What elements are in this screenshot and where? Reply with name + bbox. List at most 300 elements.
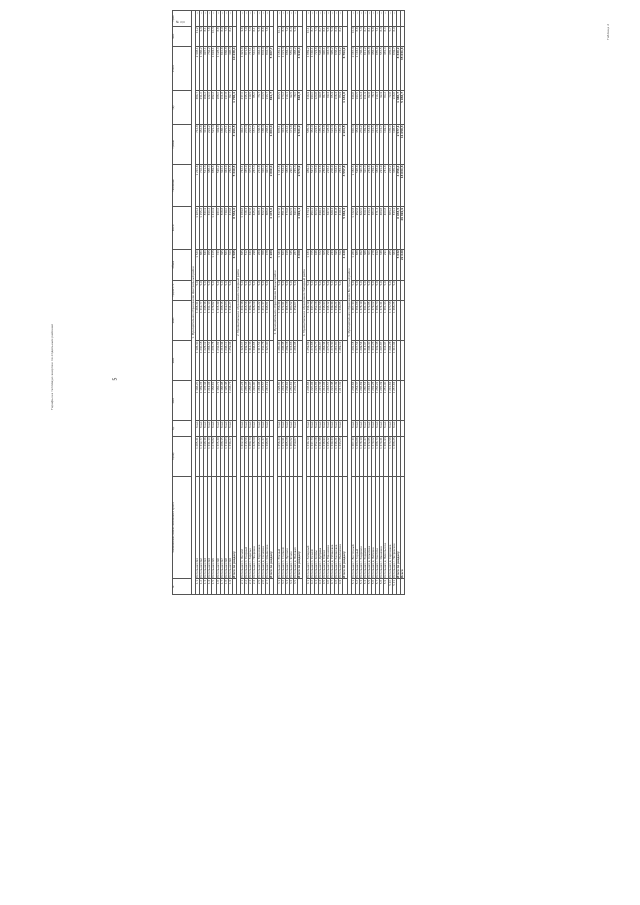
column-header: Прирост, % (173, 280, 192, 300)
table-cell: Гкал (212, 421, 216, 437)
table-cell: 5,9 (241, 280, 245, 300)
table-cell: 639,7 (392, 46, 396, 91)
table-cell: Гкал (306, 421, 310, 437)
table-cell: 1 370,58 (388, 300, 392, 340)
table-cell: 4 910,4 (298, 46, 302, 91)
table-cell: 3 557,8 (343, 164, 347, 206)
table-cell: — (363, 11, 367, 27)
table-cell: 1 313,97 (363, 340, 367, 380)
table-cell: 1 317,51 (257, 340, 261, 380)
table-cell: 5,9 (372, 280, 376, 300)
table-cell: — (228, 11, 232, 27)
table-cell: 82,7 (228, 91, 232, 124)
table-cell: 5,9 (228, 280, 232, 300)
table-cell: 206,9 (331, 164, 335, 206)
table-cell: 6,2 (339, 26, 343, 46)
table-cell: 262,5 (228, 164, 232, 206)
table-cell: 11,2 (196, 26, 200, 46)
table-cell: Котельная д. Сосновка (261, 476, 265, 579)
table-cell: 222,2 (208, 124, 212, 164)
table-cell: Котельная д. Ольховка (368, 476, 372, 579)
table-cell: 1 195,48 (224, 381, 228, 421)
table-cell: 290 (384, 249, 388, 280)
table-cell: Котельная д. Полевая (294, 476, 298, 579)
table-cell: 1 222,48 (331, 381, 335, 421)
table-cell: 1 359,67 (294, 300, 298, 340)
table-cell: 171,8 (290, 124, 294, 164)
table-cell: 1 312,33 (249, 340, 253, 380)
table-cell: 185,5 (318, 124, 322, 164)
table-cell: — (368, 11, 372, 27)
table-cell: 1 574,3 (306, 207, 310, 249)
table-cell: 1 374,41 (380, 436, 384, 476)
table-cell: 950,1 (310, 207, 314, 249)
table-cell: 1 336,21 (335, 436, 339, 476)
table-cell: 10,3 (212, 26, 216, 46)
table-cell: 4.5 (323, 579, 327, 595)
table-cell: 5,9 (331, 280, 335, 300)
table-cell: 101,8 (220, 91, 224, 124)
table-cell: 435,8 (388, 46, 392, 91)
table-cell: Котельная г. Восточный (351, 476, 355, 579)
table-cell: 6,9 (335, 26, 339, 46)
table-cell: 8,1 (204, 26, 208, 46)
table-cell: 1 266,87 (318, 340, 322, 380)
table-cell: — (306, 11, 310, 27)
table-cell: Котельная с. Ясное (290, 476, 294, 579)
table-cell: — (310, 11, 314, 27)
table-cell: 560 (224, 249, 228, 280)
table-cell: 319,6 (204, 124, 208, 164)
table-cell: 338 (380, 249, 384, 280)
table-cell: 1 228,80 (277, 381, 281, 421)
table-cell: 1 310,94 (392, 340, 396, 380)
table-cell: 1 082,5 (351, 164, 355, 206)
table-cell: 1 243,72 (282, 381, 286, 421)
table-cell: Котельная с. Луговое (286, 476, 290, 579)
table-cell: 1 341,58 (318, 300, 322, 340)
table-cell: 218,1 (327, 164, 331, 206)
table-cell: 6 585 (232, 249, 236, 280)
table-cell: Гкал (253, 421, 257, 437)
table-cell: 5,7 (388, 26, 392, 46)
table-cell: 6,0 (384, 26, 388, 46)
table-cell: 1 294,26 (388, 340, 392, 380)
table-cell: 6,6 (261, 26, 265, 46)
table-cell: 1 359,67 (294, 436, 298, 476)
table-cell: 1 259,89 (306, 340, 310, 380)
table-cell: 1 379,02 (372, 436, 376, 476)
table-cell: 248,1 (265, 124, 269, 164)
table-cell: 1 336,21 (335, 300, 339, 340)
table-cell: 8,7 (310, 26, 314, 46)
table-cell: 1 426,09 (253, 300, 257, 340)
table-cell: 509,3 (363, 207, 367, 249)
table-cell: 1 249,26 (372, 381, 376, 421)
table-cell: 5,9 (282, 280, 286, 300)
table-cell: Гкал (359, 421, 363, 437)
table-cell: 1 232,82 (216, 340, 220, 380)
table-cell: Гкал (282, 421, 286, 437)
table-cell: 358,9 (376, 164, 380, 206)
table-cell: 684,7 (286, 46, 290, 91)
table-cell: 5,4 (331, 26, 335, 46)
table-cell: 1 418,56 (245, 300, 249, 340)
table-cell: 5,9 (220, 280, 224, 300)
table-cell: 5,9 (249, 280, 253, 300)
table-cell: 597,2 (310, 164, 314, 206)
table-cell: 1 220,93 (310, 381, 314, 421)
table-cell: Гкал (310, 421, 314, 437)
table-cell: 363,5 (277, 91, 281, 124)
table-cell: Котельная с. Ивановка (380, 476, 384, 579)
table-cell: 222,2 (249, 124, 253, 164)
table-cell: 845 (241, 249, 245, 280)
table-cell: Гкал (228, 421, 232, 437)
table-cell: 1 722,8 (351, 207, 355, 249)
table-cell: 4 356,4 (396, 164, 400, 206)
table-cell: 153,6 (368, 124, 372, 164)
table-cell: 388,0 (208, 164, 212, 206)
table-cell: 251,8 (384, 164, 388, 206)
table-cell: 237,0 (241, 91, 245, 124)
table-cell: 557,5 (380, 46, 384, 91)
table-cell: 263,4 (339, 164, 343, 206)
table-cell: 291,9 (380, 164, 384, 206)
table-cell: 1 372,91 (282, 300, 286, 340)
table-cell: 228,2 (388, 164, 392, 206)
table-cell: 5,9 (245, 280, 249, 300)
document-side-title: Тарифы на тепловую энергию по отдельным районам (50, 324, 54, 410)
table-cell: 1 208,66 (306, 381, 310, 421)
table-cell: 555,0 (290, 46, 294, 91)
table-cell: 135,0 (388, 124, 392, 164)
table-cell: 997,1 (204, 46, 208, 91)
table-cell: 5.1 (351, 579, 355, 595)
table-cell: 73,7 (257, 91, 261, 124)
table-cell: 1 418,56 (245, 436, 249, 476)
table-cell: 1 411,37 (261, 300, 265, 340)
table-cell: 1 280,90 (277, 340, 281, 380)
table-cell: 1 216,44 (220, 340, 224, 380)
table-cell: 335,0 (392, 164, 396, 206)
corner-label: № п/п (176, 20, 186, 24)
table-cell: 620 (282, 249, 286, 280)
table-cell: 5,9 (384, 280, 388, 300)
table-cell: Гкал (196, 421, 200, 437)
table-cell: 1.6 (216, 579, 220, 595)
table-cell: Гкал (368, 421, 372, 437)
table-cell: 1 410,9 (212, 207, 216, 249)
table-cell: 124,4 (359, 91, 363, 124)
table-cell: Котельная с. Светлое (376, 476, 380, 579)
table-cell: 1 398,81 (265, 436, 269, 476)
table-cell: 316,3 (282, 124, 286, 164)
table-cell: 1 246,69 (359, 381, 363, 421)
column-header: Ком. (173, 26, 192, 46)
table-cell: 4 473,0 (269, 207, 273, 249)
table-cell: 287 (294, 249, 298, 280)
table-cell: 418 (286, 249, 290, 280)
table-cell: 1 376,19 (359, 436, 363, 476)
table-cell: 533,1 (392, 207, 396, 249)
column-header: НДС (173, 91, 192, 124)
table-cell: 9,4 (200, 26, 204, 46)
table-cell: 188,0 (216, 91, 220, 124)
table-cell: 7,4 (249, 26, 253, 46)
table-cell: 212,1 (286, 124, 290, 164)
table-cell: 7,6 (208, 26, 212, 46)
table-cell: — (359, 11, 363, 27)
table-cell: Котельная д. Липовка (372, 476, 376, 579)
table-cell: 172,7 (380, 124, 384, 164)
table-cell: 1 263,94 (257, 381, 261, 421)
table-cell: — (245, 11, 249, 27)
column-header: 2025 (173, 300, 192, 340)
table-cell: 5,6 (327, 26, 331, 46)
table-cell: 416,4 (327, 46, 331, 91)
table-cell: 1 218,57 (327, 381, 331, 421)
table-cell: 2.6 (261, 579, 265, 595)
table-cell: 702,4 (200, 164, 204, 206)
table-cell: — (335, 11, 339, 27)
table-cell: 5 032 (396, 249, 400, 280)
table-cell: 5,9 (224, 280, 228, 300)
table-cell: Гкал (339, 421, 343, 437)
table-cell: 1 391,47 (363, 436, 367, 476)
table-cell: 521,4 (212, 124, 216, 164)
table-cell: — (339, 11, 343, 27)
table-cell: 375,4 (249, 164, 253, 206)
table-cell: — (224, 11, 228, 27)
table-cell: Гкал (241, 421, 245, 437)
table-cell: Котельная п. Лесной (241, 476, 245, 579)
table-cell: 1 889,2 (306, 46, 310, 91)
table-cell: 1 386,7 (396, 91, 400, 124)
table-cell: — (220, 11, 224, 27)
table-cell: — (355, 11, 359, 27)
table-cell: Гкал (372, 421, 376, 437)
table-cell: 468,2 (294, 46, 298, 91)
table-cell: 5,9 (368, 280, 372, 300)
table-cell: 1 381,93 (384, 300, 388, 340)
table-cell: — (372, 11, 376, 27)
table-cell: Гкал (204, 421, 208, 437)
table-cell: 2 181,1 (277, 46, 281, 91)
table-cell: 335 (290, 249, 294, 280)
table-cell: — (392, 11, 396, 27)
table-cell: 1 184,8 (241, 207, 245, 249)
table-cell: 1 320,90 (265, 340, 269, 380)
table-cell: 258 (327, 249, 331, 280)
table-cell: 452 (359, 249, 363, 280)
table-cell (400, 300, 404, 340)
table-cell: 1 367,30 (351, 436, 355, 476)
table-cell: 1 176,44 (204, 381, 208, 421)
table-cell: 732,2 (208, 46, 212, 91)
page-number: 5 (112, 377, 119, 381)
table-cell: 534,9 (282, 164, 286, 206)
table-cell: 114,1 (286, 91, 290, 124)
table-cell: 7,6 (265, 26, 269, 46)
table-cell: 1 388,25 (392, 300, 396, 340)
table-cell: 1 208,73 (228, 381, 232, 421)
table-cell: 940,0 (216, 207, 220, 249)
table-cell: 499,1 (318, 207, 322, 249)
table-cell: 1 426,09 (253, 436, 257, 476)
table-cell: — (277, 11, 281, 27)
table-cell: 1 384,66 (355, 436, 359, 476)
table-cell: 5,9 (212, 280, 216, 300)
table-cell: 122,0 (208, 91, 212, 124)
table-cell: 101,9 (363, 91, 367, 124)
table-cell: Котельная №3 (204, 476, 208, 579)
table-cell: Гкал (331, 421, 335, 437)
table-cell: 1 345,12 (327, 436, 331, 476)
table-cell: Котельная п. Озерный (245, 476, 249, 579)
tariff-table (172, 10, 405, 595)
table-cell: 114,3 (376, 91, 380, 124)
table-cell: 5,9 (363, 280, 367, 300)
table-cell: 1 217,41 (339, 381, 343, 421)
table-cell: 1 374,41 (380, 300, 384, 340)
table-cell: Итого по разделу (396, 476, 400, 579)
table-cell: 1 274,30 (331, 340, 335, 380)
table-cell: 3.1 (277, 579, 281, 595)
table-cell: 5.4 (363, 579, 367, 595)
table-cell: 5 662,3 (343, 207, 347, 249)
table-cell: 1 276,82 (212, 436, 216, 476)
table-cell: 1 291,15 (351, 340, 355, 380)
rotated-table-sheet (172, 10, 592, 595)
table-cell: 259,6 (368, 164, 372, 206)
table-cell: 1 520 (196, 249, 200, 280)
table-cell: 430 (249, 249, 253, 280)
table-cell: 1 257,63 (392, 381, 396, 421)
table-cell: 5,9 (376, 280, 380, 300)
table-cell: 1 395,22 (257, 436, 261, 476)
table-cell: — (200, 11, 204, 27)
table-cell: 5,8 (372, 26, 376, 46)
table-cell: 1 241,62 (388, 381, 392, 421)
table-cell: 5,9 (290, 280, 294, 300)
table-cell: 1 224,85 (314, 381, 318, 421)
table-cell: 81,7 (323, 91, 327, 124)
table-cell: 1 238,64 (351, 381, 355, 421)
table-cell: — (216, 11, 220, 27)
table-cell: 6,7 (318, 26, 322, 46)
table-cell: 602,9 (261, 46, 265, 91)
table-cell (400, 340, 404, 380)
table-cell: Гкал (208, 421, 212, 437)
table-cell: 1 240,18 (200, 340, 204, 380)
table-cell: Котельная с. Заречье (249, 476, 253, 579)
table-cell: 1 166,98 (220, 381, 224, 421)
table-cell: 1 231,72 (294, 381, 298, 421)
table-cell: 7,3 (314, 26, 318, 46)
table-cell: 585,3 (306, 124, 310, 164)
table-cell: 726,3 (245, 207, 249, 249)
table-cell: 276 (372, 249, 376, 280)
table-cell: 5,9 (318, 280, 322, 300)
table-cell: 5,9 (310, 280, 314, 300)
table-cell: 712,8 (196, 124, 200, 164)
table-cell: 1 312,77 (200, 300, 204, 340)
table-cell: 8,8 (216, 26, 220, 46)
table-cell: 5,9 (335, 280, 339, 300)
table-cell: 1.1 (196, 579, 200, 595)
table-cell: 1 212,93 (323, 381, 327, 421)
table-cell: 1 155,2 (200, 207, 204, 249)
table-cell: 1 389,74 (249, 436, 253, 476)
table-cell: 1 297,87 (380, 340, 384, 380)
table-cell: 349,8 (216, 124, 220, 164)
table-cell: 1 296,45 (282, 340, 286, 380)
table-cell: 739,0 (224, 207, 228, 249)
table-cell: 952,6 (355, 207, 359, 249)
table-cell: 1 226,02 (204, 340, 208, 380)
table-cell: 400,8 (384, 207, 388, 249)
table-cell: 6,7 (363, 26, 367, 46)
table-cell: 5.6 (372, 579, 376, 595)
table-cell: 5,9 (355, 280, 359, 300)
table-cell: 1 246,11 (224, 340, 228, 380)
table-cell: 1 693,1 (212, 46, 216, 91)
table-cell: — (249, 11, 253, 27)
table-cell: 9,6 (241, 26, 245, 46)
table-cell: Котельная №4 (208, 476, 212, 579)
table-cell: 510,0 (253, 46, 257, 91)
table-cell: 76,1 (372, 91, 376, 124)
table-cell: 5,9 (359, 280, 363, 300)
table-cell: 4 220 (343, 249, 347, 280)
table-cell: 151,1 (228, 124, 232, 164)
table-cell: Гкал (392, 421, 396, 437)
table-cell: 6,1 (368, 26, 372, 46)
table-cell: 1 341,58 (318, 436, 322, 476)
table-cell: 455 (208, 249, 212, 280)
table-cell: 5,9 (204, 280, 208, 300)
table-cell: 133,7 (265, 91, 269, 124)
table-cell: 871,6 (245, 46, 249, 91)
column-header: Прочие (173, 124, 192, 164)
table-cell: 358,5 (286, 164, 290, 206)
section-title: 1. Муниципальное образование Центральный район (192, 11, 196, 595)
table-cell: 1 398,81 (265, 300, 269, 340)
table-cell: 830,9 (204, 207, 208, 249)
table-cell: 1 319,63 (224, 300, 228, 340)
table-cell (400, 381, 404, 421)
table-cell: — (208, 11, 212, 27)
table-cell: — (323, 11, 327, 27)
table-cell: — (380, 11, 384, 27)
table-cell: 5,9 (388, 280, 392, 300)
table-cell: 1 324,07 (241, 340, 245, 380)
column-header: Население (173, 164, 192, 206)
table-cell: 4.3 (314, 579, 318, 595)
table-cell: Гкал (327, 421, 331, 437)
table-cell: 190,0 (310, 91, 314, 124)
table-cell: 245,3 (294, 164, 298, 206)
table-cell (400, 11, 404, 27)
table-cell: 290,7 (290, 164, 294, 206)
table-cell: 512 (245, 249, 249, 280)
table-cell: 166,2 (204, 91, 208, 124)
table-cell: 83,9 (339, 91, 343, 124)
table-cell: Гкал (384, 421, 388, 437)
section-title: 3. Муниципальное образование Южный район (273, 11, 277, 595)
table-cell: 5,9 (261, 280, 265, 300)
